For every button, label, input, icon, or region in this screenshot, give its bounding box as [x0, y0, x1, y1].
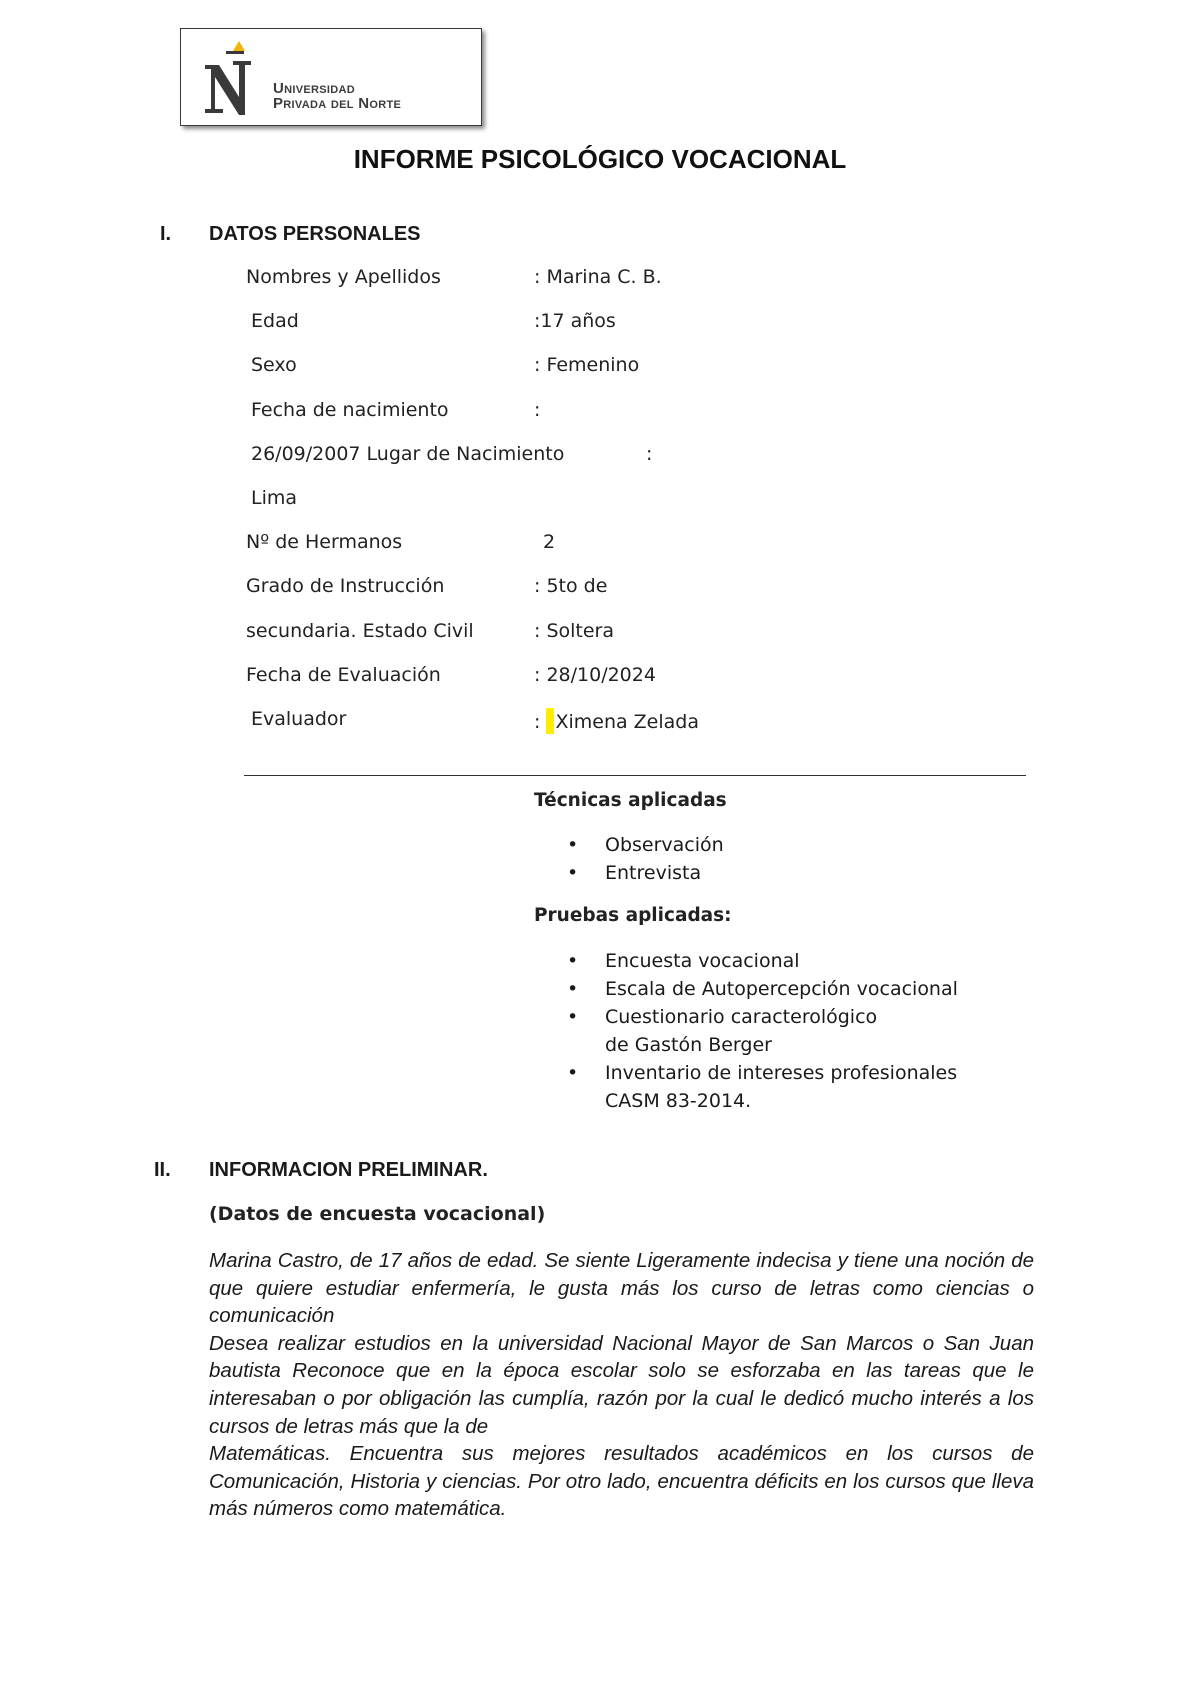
field-label-fecha-nacimiento: Fecha de nacimiento: [251, 399, 449, 421]
list-item: • Entrevista: [534, 859, 1034, 887]
list-item: • Inventario de intereses profesionales CASM 83-2014.: [534, 1059, 1034, 1115]
divider-line: [244, 775, 1026, 776]
section-2-heading: INFORMACION PRELIMINAR.: [209, 1159, 488, 1181]
field-label-estado-civil: secundaria. Estado Civil: [246, 620, 474, 642]
list-item: • Observación: [534, 831, 1034, 859]
field-value-evaluador: [534, 708, 699, 734]
field-label-evaluador: Evaluador: [251, 708, 347, 730]
paragraph: Marina Castro, de 17 años de edad. Se siente Ligeramente indecisa y tiene una noción de que quiere estudiar enfermería, le gusta más los curso de letras como ciencias o comunicación: [209, 1249, 1034, 1328]
field-value-estado-civil: : Soltera: [534, 620, 614, 642]
tecnicas-list: [534, 831, 1034, 887]
logo-line-2: Privada del Norte: [273, 95, 402, 112]
field-label-sexo: Sexo: [251, 354, 297, 376]
logo-wordmark: [273, 81, 401, 111]
field-value-nombres: : Marina C. B.: [534, 266, 662, 288]
field-value-fecha-nacimiento: :: [534, 399, 541, 421]
evaluador-colon: :: [534, 711, 541, 733]
pruebas-heading: Pruebas aplicadas:: [534, 905, 732, 926]
field-label-hermanos: Nº de Hermanos: [246, 531, 403, 553]
field-label-edad: Edad: [251, 310, 299, 332]
field-value-edad: :17 años: [534, 310, 616, 332]
list-item: • Encuesta vocacional: [534, 947, 1034, 975]
section-1-number: I.: [160, 223, 172, 245]
section-2-subheading: (Datos de encuesta vocacional): [209, 1203, 546, 1225]
logo-line-1: Universidad: [273, 80, 355, 97]
tecnicas-heading: Técnicas aplicadas: [534, 790, 727, 811]
university-logo: [180, 28, 482, 126]
pruebas-list: [534, 947, 1034, 1115]
field-value-lugar-nacimiento: :: [646, 443, 653, 465]
field-label-nombres: Nombres y Apellidos: [246, 266, 441, 288]
field-label-grado: Grado de Instrucción: [246, 575, 445, 597]
list-item: • Escala de Autopercepción vocacional: [534, 975, 1034, 1003]
field-value-fecha-evaluacion: : 28/10/2024: [534, 664, 656, 686]
section-2-body: [209, 1247, 1034, 1523]
field-label-lima: Lima: [251, 487, 298, 509]
section-2-number: II.: [154, 1159, 171, 1181]
evaluador-name: Ximena Zelada: [555, 711, 700, 733]
document-title: INFORME PSICOLÓGICO VOCACIONAL: [353, 144, 847, 174]
section-1-heading: DATOS PERSONALES: [209, 223, 421, 245]
field-value-sexo: : Femenino: [534, 354, 640, 376]
upn-logo-icon: [203, 39, 259, 117]
field-label-lugar-nacimiento: 26/09/2007 Lugar de Nacimiento: [251, 443, 565, 465]
paragraph: Matemáticas. Encuentra sus mejores resultados académicos en los cursos de Comunicación, Historia y ciencias. Por otro lado, encuentra déficits en los cursos que lleva más números como matemática.: [209, 1442, 1034, 1521]
field-label-fecha-evaluacion: Fecha de Evaluación: [246, 664, 441, 686]
highlight-mark: [546, 708, 554, 734]
field-value-hermanos: 2: [543, 531, 556, 553]
paragraph: Desea realizar estudios en la universidad Nacional Mayor de San Marcos o San Juan bautista Reconoce que en la época escolar solo se esforzaba en las tareas que le interesaban o por obligación las cumplía, razón por la cual le dedicó mucho interés a los cursos de letras más que la de: [209, 1331, 1034, 1438]
field-value-grado: : 5to de: [534, 575, 608, 597]
list-item: • Cuestionario caracterológico de Gastón Berger: [534, 1003, 1034, 1059]
